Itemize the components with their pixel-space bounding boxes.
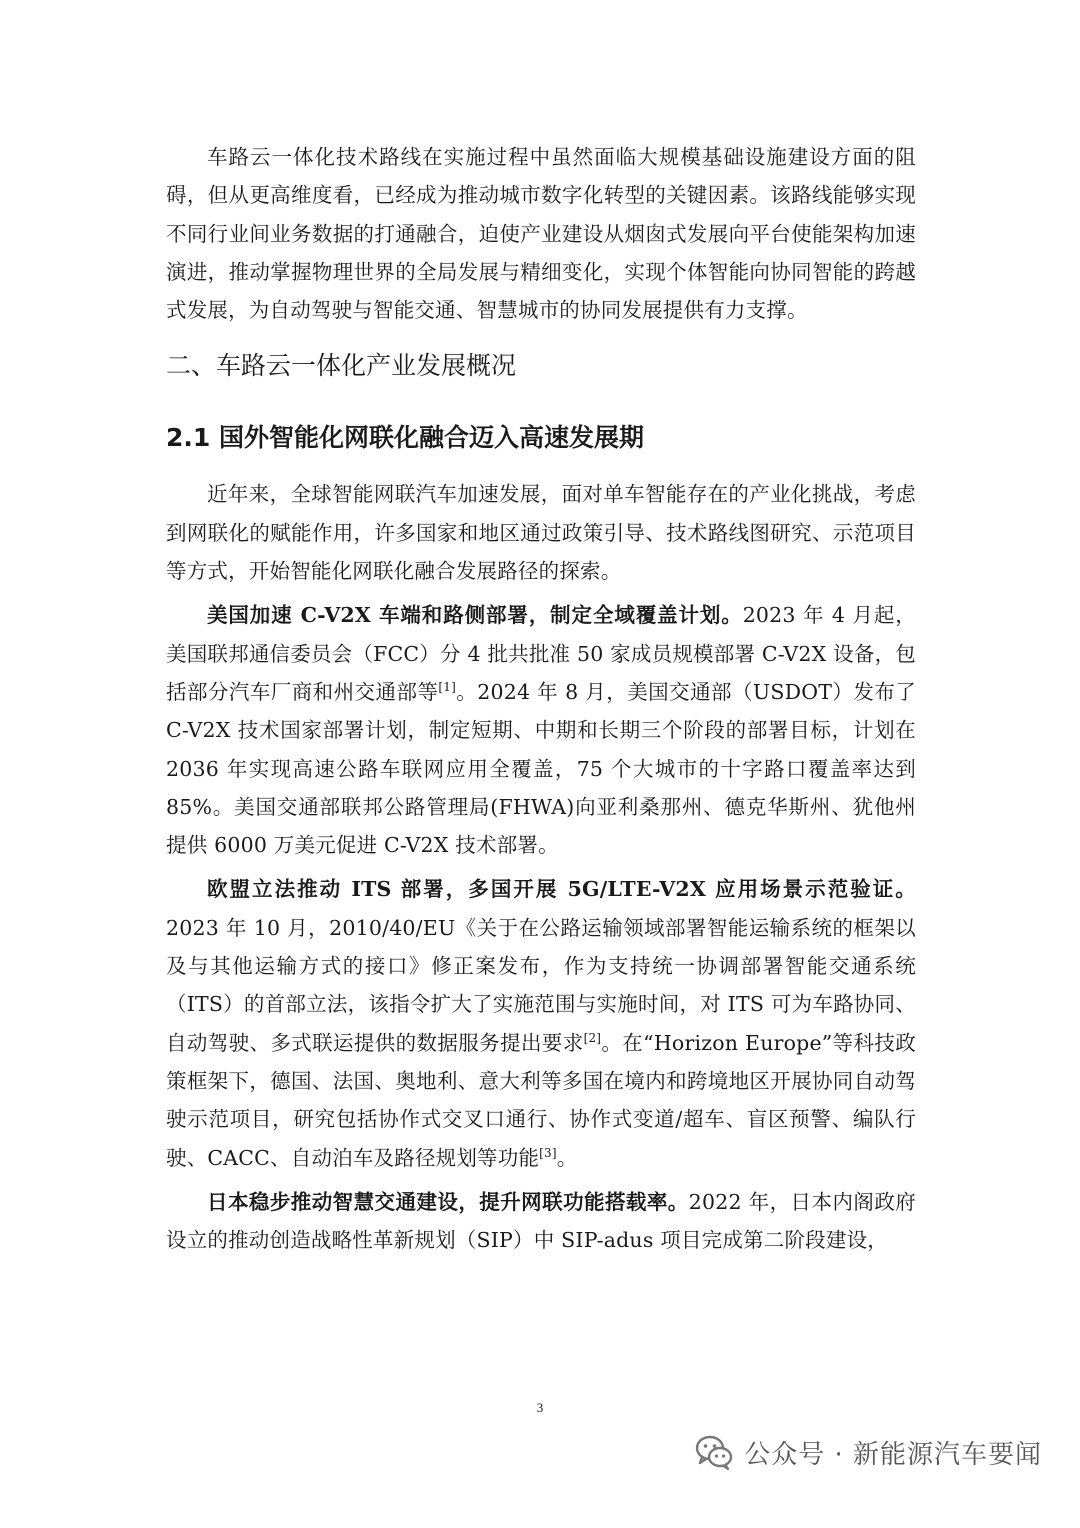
jp-text-1: 2022 年，日本内阁政府设立的推动创造战略性革新规划（SIP）中 SIP-adus 项目完成第二阶段建设， [166, 1189, 916, 1253]
overview-paragraph [166, 475, 916, 590]
eu-paragraph [166, 870, 916, 1176]
eu-text-2: 。在“Horizon Europe”等科技政策框架下，德国、法国、奥地利、意大利等多国在境内和跨境地区开展协同自动驾驶示范项目，研究包括协作式交叉口通行、协作式变道/超车、盲区预警、编队行驶、CACC、自动泊车及路径规划等功能 [166, 1030, 916, 1170]
watermark [694, 1432, 1042, 1472]
section-title: 二、车路云一体化产业发展概况 [166, 351, 517, 381]
subsection-title: 2.1 国外智能化网联化融合迈入高速发展期 [166, 423, 644, 453]
eu-text-3: 。 [556, 1145, 578, 1170]
us-text-2: 。2024 年 8 月，美国交通部（USDOT）发布了 C-V2X 技术国家部署计划，制定短期、中期和长期三个阶段的部署目标，计划在 2036 年实现高速公路车联网应用全覆盖，75 个大城市的十字路口覆盖率达到 85%。美国交通部联邦公路管理局(FHWA)向亚利桑那州、德克华斯州、犹他州提供 6000 万美元促进 C-V2X 技术部署。 [166, 679, 916, 858]
reference-1[interactable]: [1] [438, 680, 457, 695]
page-content [166, 138, 916, 1265]
us-text-1: 2023 年 4 月起，美国联邦通信委员会（FCC）分 4 批共批准 50 家成员规模部署 C-V2X 设备，包括部分汽车厂商和州交通部等 [166, 603, 916, 704]
page-number: 3 [536, 1400, 544, 1415]
jp-paragraph [166, 1183, 916, 1260]
watermark-text: 公众号 · 新能源汽车要闻 [744, 1439, 1042, 1470]
reference-3[interactable]: [3] [539, 1145, 557, 1160]
us-paragraph [166, 596, 916, 864]
eu-text-1: 2023 年 10 月，2010/40/EU《关于在公路运输领域部署智能运输系统的框架以及与其他运输方式的接口》修正案发布，作为支持统一协调部署智能交通系统（ITS）的首部立法，该指令扩大了实施范围与实施时间，对 ITS 可为车路协同、自动驾驶、多式联运提供的数据服务提出要求 [166, 915, 916, 1055]
eu-lead: 欧盟立法推动 ITS 部署，多国开展 5G/LTE-V2X 应用场景示范验证。 [207, 877, 916, 902]
intro-paragraph [166, 138, 916, 329]
reference-2[interactable]: [2] [583, 1030, 602, 1045]
us-lead: 美国加速 C-V2X 车端和路侧部署，制定全域覆盖计划。 [207, 603, 743, 628]
intro-text: 车路云一体化技术路线在实施过程中虽然面临大规模基础设施建设方面的阻碍，但从更高维度看，已经成为推动城市数字化转型的关键因素。该路线能够实现不同行业间业务数据的打通融合，迫使产业建设从烟囱式发展向平台使能架构加速演进，推动掌握物理世界的全局发展与精细变化，实现个体智能向协同智能的跨越式发展，为自动驾驶与智能交通、智慧城市的协同发展提供有力支撑。 [166, 145, 916, 323]
jp-lead: 日本稳步推动智慧交通建设，提升网联功能搭载率。 [207, 1189, 689, 1214]
wechat-icon [694, 1432, 734, 1472]
overview-text: 近年来，全球智能网联汽车加速发展，面对单车智能存在的产业化挑战，考虑到网联化的赋能作用，许多国家和地区通过政策引导、技术路线图研究、示范项目等方式，开始智能化网联化融合发展路径的探索。 [166, 482, 916, 584]
